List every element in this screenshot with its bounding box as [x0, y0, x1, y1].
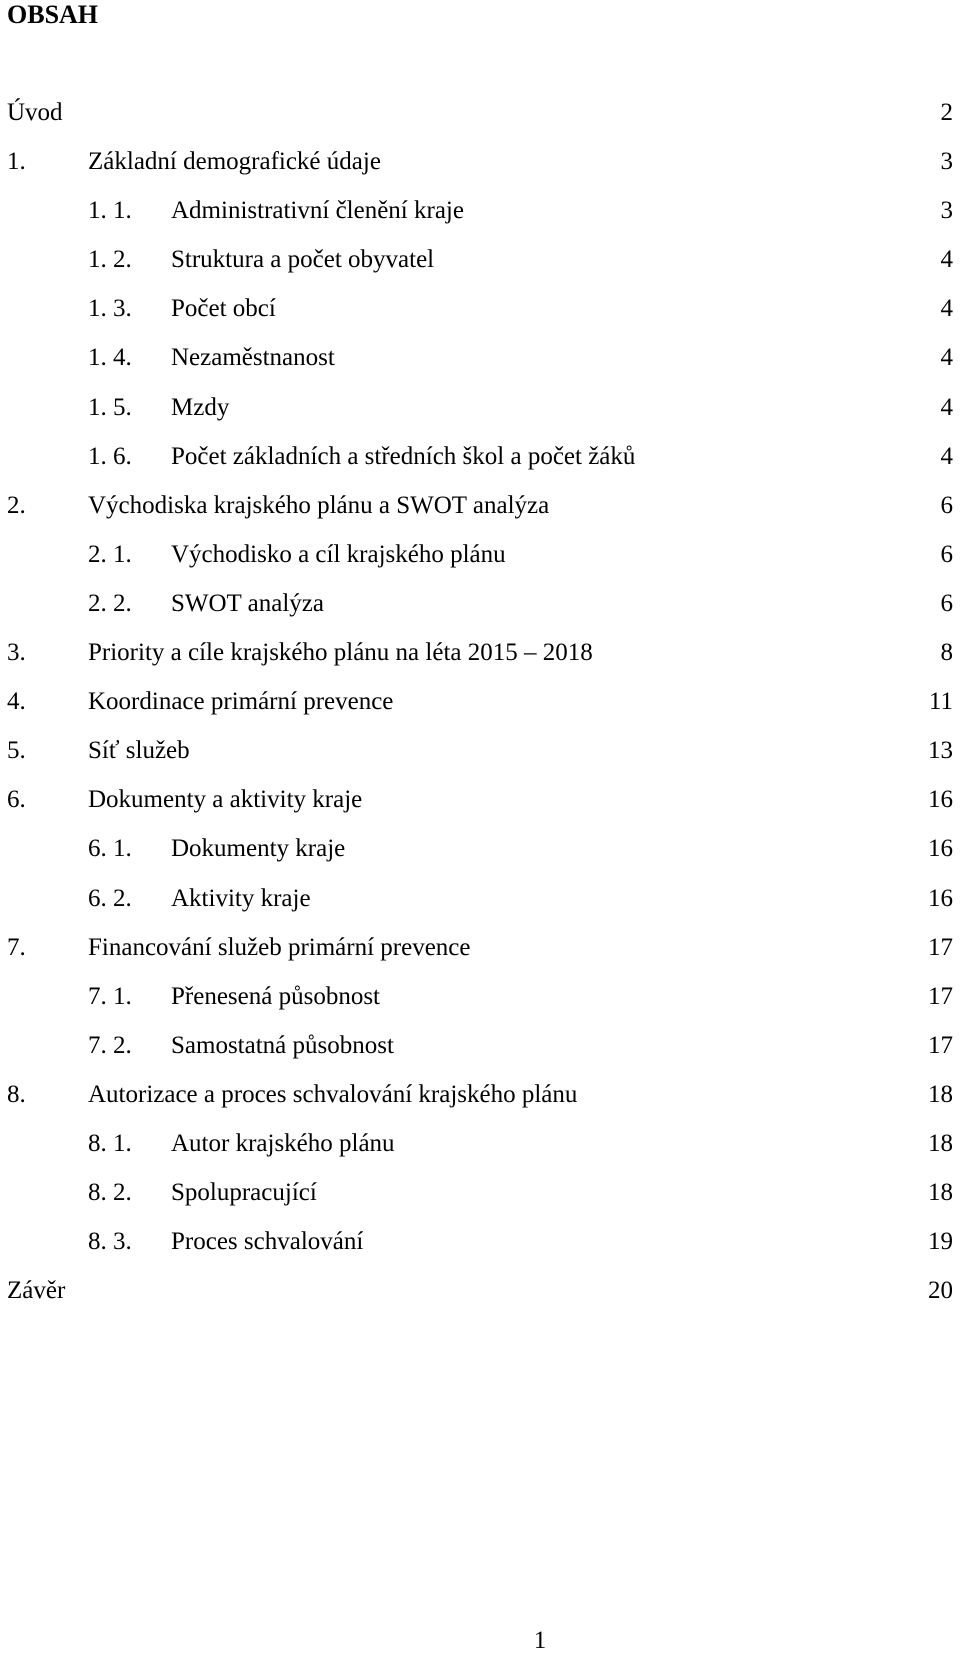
- toc-entry[interactable]: [0, 137, 960, 186]
- toc-entry-title: Administrativní členění kraje: [171, 197, 464, 225]
- toc-entry[interactable]: [0, 1168, 960, 1217]
- toc-entry-title: Koordinace primární prevence: [88, 688, 394, 716]
- toc-entry[interactable]: [0, 775, 960, 824]
- toc-entry-page: 6: [940, 589, 953, 617]
- toc-entry-page: 16: [928, 786, 953, 814]
- toc-entry-page: 4: [940, 344, 953, 372]
- toc-entry[interactable]: [0, 1266, 960, 1315]
- toc-entry-number: 2. 2.: [88, 589, 132, 617]
- toc-entry[interactable]: [0, 1217, 960, 1266]
- toc-entry[interactable]: [0, 432, 960, 481]
- toc-entry-number: 8. 2.: [88, 1179, 132, 1207]
- toc-entry-title: Počet obcí: [171, 295, 276, 323]
- toc-entry-page: 2: [940, 99, 953, 126]
- toc-entry-page: 17: [928, 933, 953, 961]
- toc-entry-number: 8. 3.: [88, 1228, 132, 1256]
- toc-entry-title: Základní demografické údaje: [88, 148, 381, 176]
- toc-entry-number: 1. 3.: [88, 295, 132, 323]
- toc-entry[interactable]: [0, 284, 960, 333]
- toc-entry-title: Mzdy: [171, 393, 230, 421]
- toc-entry[interactable]: [0, 824, 960, 873]
- toc-entry-number: 7.: [7, 933, 26, 961]
- toc-entry-title: Nezaměstnanost: [171, 344, 335, 372]
- table-of-contents: [0, 88, 960, 1315]
- toc-entry-page: 18: [928, 1129, 953, 1157]
- toc-entry[interactable]: [0, 186, 960, 235]
- toc-entry-number: 1. 6.: [88, 442, 132, 470]
- toc-entry-title: Počet základních a středních škol a počet žáků: [171, 442, 636, 470]
- toc-entry-page: 11: [928, 688, 953, 716]
- toc-entry-page: 17: [928, 1031, 953, 1059]
- toc-entry-page: 3: [940, 148, 953, 176]
- toc-entry-page: 18: [928, 1179, 953, 1207]
- toc-entry-title: Samostatná působnost: [171, 1031, 394, 1059]
- toc-entry-title: Autor krajského plánu: [171, 1129, 395, 1157]
- toc-entry-page: 13: [928, 737, 953, 765]
- toc-entry-page: 6: [940, 491, 953, 519]
- toc-entry[interactable]: [0, 481, 960, 530]
- toc-entry-page: 16: [928, 884, 953, 912]
- toc-entry-title: Priority a cíle krajského plánu na léta 2015 – 2018: [88, 639, 593, 667]
- toc-entry-page: 17: [928, 982, 953, 1010]
- toc-entry[interactable]: [0, 383, 960, 432]
- toc-entry-page: 20: [928, 1277, 953, 1305]
- toc-entry-number: 3.: [7, 639, 26, 667]
- toc-entry[interactable]: [0, 1021, 960, 1070]
- toc-entry[interactable]: [0, 235, 960, 284]
- toc-entry-number: 2.: [7, 491, 26, 519]
- toc-entry-title: Úvod: [7, 99, 63, 126]
- toc-entry[interactable]: [0, 530, 960, 579]
- toc-entry-number: 8. 1.: [88, 1129, 132, 1157]
- toc-entry[interactable]: [0, 333, 960, 382]
- toc-entry-page: 4: [940, 295, 953, 323]
- toc-entry[interactable]: [0, 677, 960, 726]
- page-title: OBSAH: [7, 0, 99, 29]
- toc-entry-number: 1. 4.: [88, 344, 132, 372]
- toc-entry-title: Dokumenty kraje: [171, 835, 346, 863]
- toc-entry[interactable]: [0, 972, 960, 1021]
- toc-entry-page: 4: [940, 442, 953, 470]
- toc-entry-title: Východiska krajského plánu a SWOT analýza: [88, 491, 550, 519]
- toc-entry-number: 7. 1.: [88, 982, 132, 1010]
- toc-entry-page: 16: [928, 835, 953, 863]
- toc-entry-title: Struktura a počet obyvatel: [171, 246, 435, 274]
- toc-entry-number: 6. 1.: [88, 835, 132, 863]
- toc-entry-page: 4: [940, 393, 953, 421]
- toc-entry-title: Autorizace a proces schvalování krajského plánu: [88, 1080, 578, 1108]
- toc-entry-number: 7. 2.: [88, 1031, 132, 1059]
- toc-entry-number: 6. 2.: [88, 884, 132, 912]
- toc-entry-title: Východisko a cíl krajského plánu: [171, 540, 506, 568]
- toc-entry-title: Proces schvalování: [171, 1228, 364, 1256]
- toc-entry[interactable]: [0, 579, 960, 628]
- toc-entry-title: SWOT analýza: [171, 589, 324, 617]
- toc-entry-page: 4: [940, 246, 953, 274]
- toc-entry-page: 6: [940, 540, 953, 568]
- toc-entry-page: 3: [940, 197, 953, 225]
- toc-entry-number: 2. 1.: [88, 540, 132, 568]
- toc-entry[interactable]: [0, 88, 960, 137]
- toc-entry[interactable]: [0, 874, 960, 923]
- toc-entry-title: Síť služeb: [88, 737, 190, 765]
- toc-entry-title: Aktivity kraje: [171, 884, 311, 912]
- toc-entry-page: 8: [940, 639, 953, 667]
- toc-entry-number: 5.: [7, 737, 26, 765]
- toc-entry[interactable]: [0, 628, 960, 677]
- toc-entry-page: 19: [928, 1228, 953, 1256]
- toc-entry-number: 1. 5.: [88, 393, 132, 421]
- toc-entry-number: 8.: [7, 1080, 26, 1108]
- toc-entry-title: Závěr: [7, 1277, 66, 1305]
- toc-entry-number: 1.: [7, 148, 26, 176]
- toc-entry-number: 1. 2.: [88, 246, 132, 274]
- toc-entry-page: 18: [928, 1080, 953, 1108]
- toc-entry[interactable]: [0, 923, 960, 972]
- toc-entry-title: Spolupracující: [171, 1179, 317, 1207]
- toc-entry-title: Dokumenty a aktivity kraje: [88, 786, 363, 814]
- page-number: 1: [533, 1627, 547, 1654]
- toc-entry[interactable]: [0, 726, 960, 775]
- toc-entry-number: 1. 1.: [88, 197, 132, 225]
- toc-entry[interactable]: [0, 1070, 960, 1119]
- toc-entry-number: 6.: [7, 786, 26, 814]
- toc-entry[interactable]: [0, 1119, 960, 1168]
- toc-entry-title: Přenesená působnost: [171, 982, 380, 1010]
- toc-entry-title: Financování služeb primární prevence: [88, 933, 471, 961]
- toc-entry-number: 4.: [7, 688, 26, 716]
